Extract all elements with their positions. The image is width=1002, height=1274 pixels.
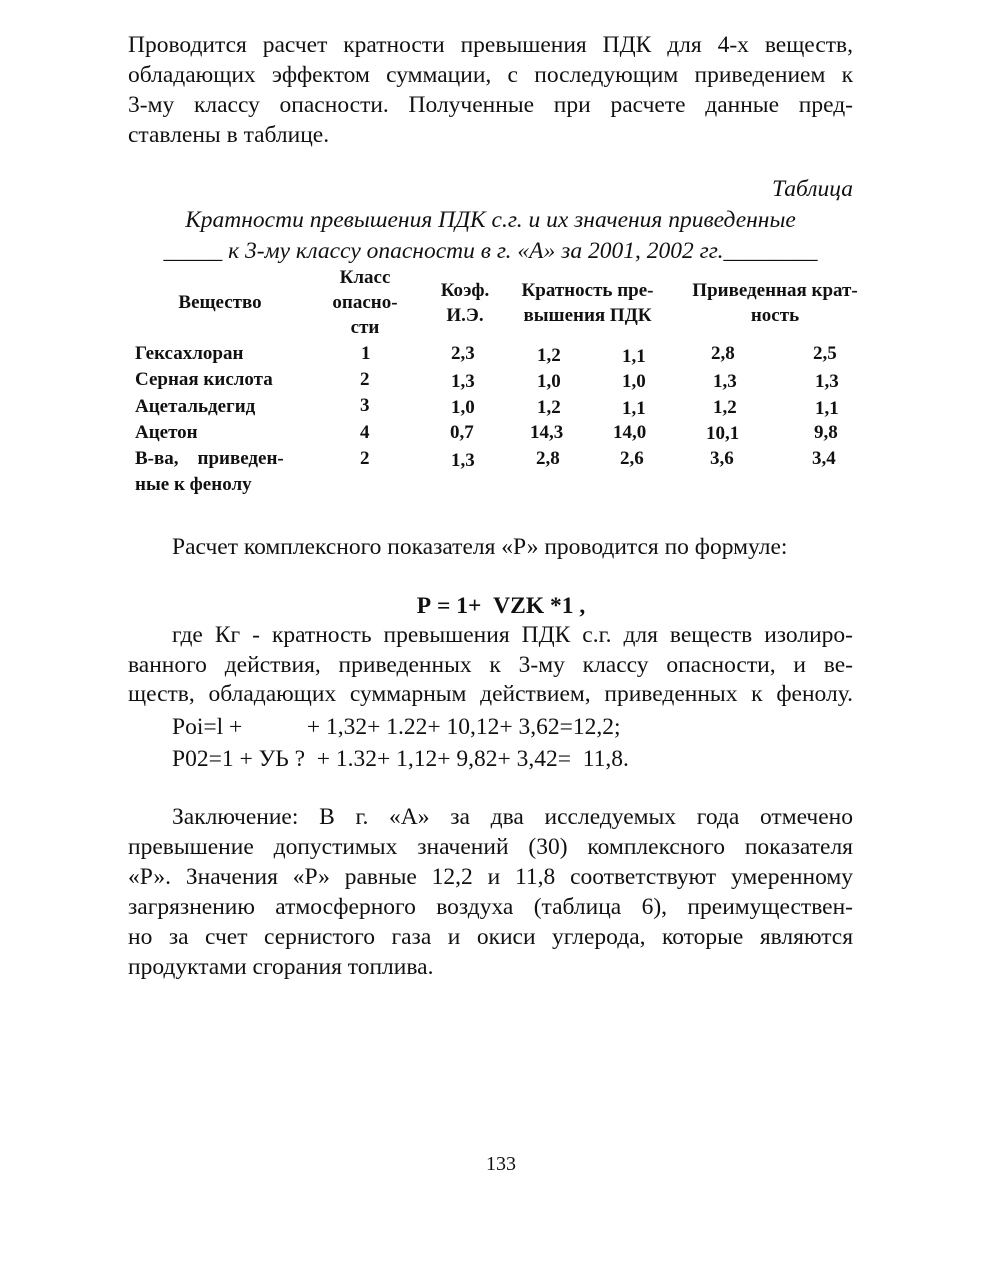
row-substance: Ацетон — [135, 422, 198, 443]
row-reduced-2002: 1,3 — [815, 371, 839, 392]
calc-intro: Расчет комплексного показателя «Р» проводится по формуле: — [172, 534, 788, 560]
row-coef: 1,3 — [451, 371, 475, 392]
header-mult-line-2: вышения ПДК — [523, 305, 652, 326]
table-caption-line-1: Кратности превышения ПДК с.г. и их значения приведенные — [185, 207, 796, 233]
row-reduced-2002: 1,1 — [815, 398, 839, 419]
header-class-line-3: сти — [350, 317, 380, 338]
where-line-1: где Кг - кратность превышения ПДК с.г. для веществ изолиро- — [172, 622, 853, 648]
page-number: 133 — [486, 1153, 516, 1175]
row-mult-2001: 1,2 — [537, 345, 561, 366]
row-reduced-2002: 3,4 — [812, 448, 836, 469]
row-substance: Ацетальдегид — [135, 396, 256, 417]
row-class: 2 — [360, 369, 370, 390]
equation-2001: Poi=l + + 1,32+ 1.22+ 10,12+ 3,62=12,2; — [172, 714, 621, 740]
row-mult-2001: 2,8 — [536, 448, 560, 469]
row-mult-2002: 2,6 — [620, 448, 644, 469]
row-mult-2002: 14,0 — [613, 422, 647, 443]
conclusion-line-6: продуктами сгорания топлива. — [128, 954, 434, 980]
row-substance: Серная кислота — [135, 369, 273, 390]
row-substance: В-ва, приведен- — [135, 448, 284, 469]
table-label: Таблица — [772, 176, 853, 202]
row-substance: Гексахлоран — [135, 343, 244, 364]
conclusion-line-4: загрязнению атмосферного воздуха (таблица 6), преимуществен- — [128, 894, 853, 920]
row-coef: 2,3 — [451, 343, 475, 364]
formula: Р = 1+ VZK *1 , — [416, 593, 586, 619]
row-class: 3 — [360, 395, 370, 416]
row-class: 2 — [360, 448, 370, 469]
row-mult-2002: 1,0 — [622, 371, 646, 392]
header-class-line-2: опасно- — [332, 292, 398, 313]
row-reduced-2001: 1,3 — [713, 371, 737, 392]
row-coef: 0,7 — [450, 422, 474, 443]
intro-line-2: обладающих эффектом суммации, с последующим приведением к — [128, 62, 853, 88]
header-mult-line-1: Кратность пре- — [521, 280, 654, 301]
row-mult-2001: 14,3 — [530, 422, 564, 443]
row-mult-2001: 1,2 — [537, 397, 561, 418]
row-reduced-2001: 2,8 — [711, 343, 735, 364]
row-coef: 1,3 — [451, 450, 475, 471]
row-class: 1 — [361, 343, 371, 364]
row-reduced-2002: 2,5 — [813, 343, 837, 364]
header-coef-line-2: И.Э. — [446, 305, 484, 326]
conclusion-line-2: превышение допустимых значений (30) комплексного показателя — [128, 834, 853, 860]
equation-2002: P02=1 + УЬ ? + 1.32+ 1,12+ 9,82+ 3,42= 11,8. — [172, 746, 629, 772]
row-substance-line-2: ные к фенолу — [135, 474, 252, 495]
intro-line-1: Проводится расчет кратности превышения ПДК для 4-х веществ, — [128, 32, 853, 58]
header-class-line-1: Класс — [339, 267, 391, 288]
conclusion-line-5: но за счет сернистого газа и окиси углерода, которые являются — [128, 924, 853, 950]
row-mult-2002: 1,1 — [622, 398, 646, 419]
conclusion-line-3: «Р». Значения «Р» равные 12,2 и 11,8 соответствуют умеренному — [128, 864, 853, 890]
table-caption-line-2: _____ к 3-му классу опасности в г. «А» за 2001, 2002 гг.________ — [163, 238, 818, 264]
row-reduced-2001: 3,6 — [710, 448, 734, 469]
header-substance: Вещество — [178, 292, 262, 313]
intro-line-4: ставлены в таблице. — [128, 122, 330, 148]
where-line-2: ванного действия, приведенных к 3-му классу опасности, и ве- — [128, 652, 853, 678]
intro-line-3: 3-му классу опасности. Полученные при расчете данные пред- — [128, 92, 853, 118]
row-coef: 1,0 — [451, 397, 475, 418]
header-reduced-line-1: Приведенная крат- — [692, 280, 858, 301]
header-coef-line-1: Коэф. — [440, 280, 490, 301]
row-reduced-2001: 1,2 — [713, 397, 737, 418]
row-mult-2002: 1,1 — [622, 346, 646, 367]
conclusion-line-1: Заключение: В г. «А» за два исследуемых года отмечено — [172, 804, 853, 830]
header-reduced-line-2: ность — [750, 305, 800, 326]
row-reduced-2002: 9,8 — [814, 422, 838, 443]
row-reduced-2001: 10,1 — [706, 423, 740, 444]
row-mult-2001: 1,0 — [537, 371, 561, 392]
where-line-3: ществ, обладающих суммарным действием, приведенных к фенолу. — [128, 681, 853, 707]
row-class: 4 — [360, 422, 370, 443]
